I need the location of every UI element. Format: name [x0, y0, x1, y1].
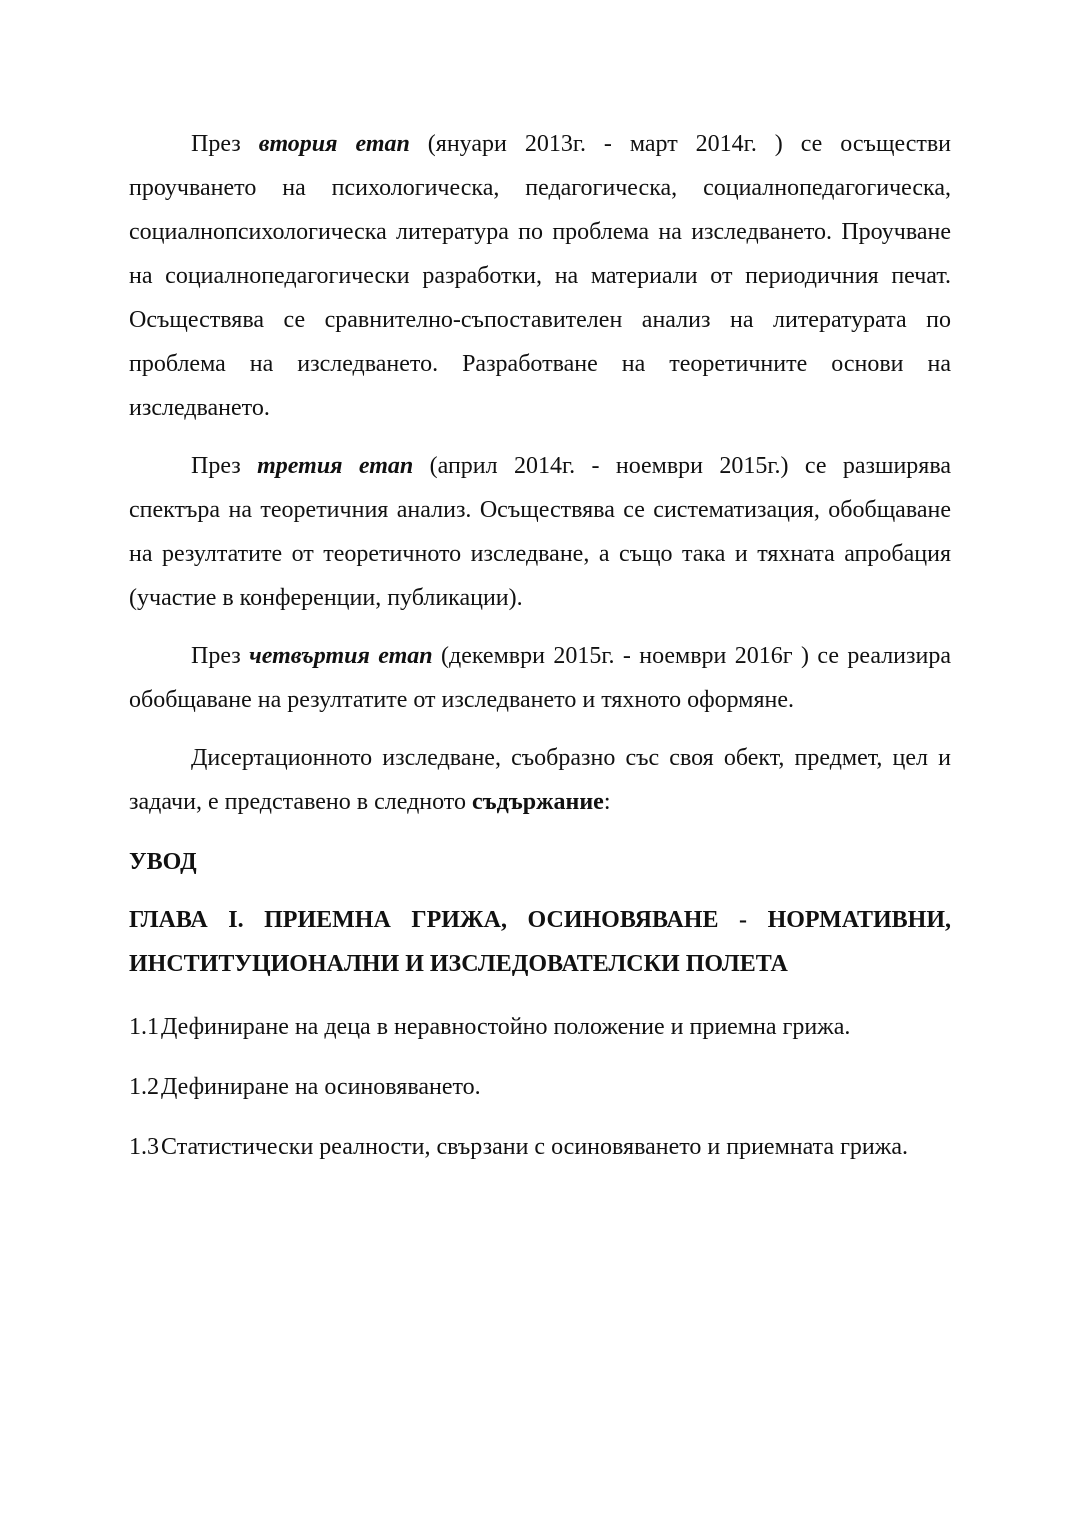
document-page [129, 122, 951, 1169]
paragraph-body: (април 2014г. - ноември 2015г.) се разширява спектъра на теоретичния анализ. Осъществява се систематизация, обобщаване на резултатите от теоретичното изследване, а също така и тяхната апробация (участие в конференции, публикации). [129, 453, 952, 611]
contents-item-1-3 [129, 1125, 951, 1169]
paragraph-lead: През [191, 453, 258, 479]
chapter-1-heading: ГЛАВА I. ПРИЕМНА ГРИЖА, ОСИНОВЯВАНЕ - НОРМАТИВНИ, ИНСТИТУЦИОНАЛНИ И ИЗСЛЕДОВАТЕЛСКИ ПОЛЕТА [129, 907, 951, 977]
contents-emphasis: съдържание [471, 789, 604, 815]
item-text: Дефиниране на деца в неравностойно положение и приемна грижа. [161, 1014, 851, 1040]
paragraph-third-stage [129, 444, 951, 620]
paragraph-lead: През [191, 131, 259, 157]
paragraph-body: (януари 2013г. - март 2014г. ) се осъществи проучването на психологическа, педагогическа, социалнопедагогическа, социалнопсихологическа литература по проблема на изследването. Проучване на социалнопедагогически разработки, на материали от периодичния печат. Осъществява се сравнително-съпоставителен анализ на литературата по проблема на изследването. Разработване на теоретичните основи на изследването. [129, 131, 952, 421]
item-text: Дефиниране на осиновяването. [161, 1074, 481, 1100]
stage-emphasis: третия етап [257, 453, 414, 479]
item-text: Статистически реалности, свързани с осиновяването и приемната грижа. [161, 1134, 908, 1160]
contents-intro-heading: УВОД [129, 849, 197, 875]
item-number: 1.1 [129, 1014, 159, 1040]
contents-item-1-1 [129, 1005, 951, 1049]
paragraph-body: (декември 2015г. - ноември 2016г ) се реализира обобщаване на резултатите от изследването и тяхното оформяне. [129, 643, 951, 713]
item-number: 1.2 [129, 1074, 159, 1100]
item-number: 1.3 [129, 1134, 159, 1160]
paragraph-contents-intro [129, 736, 951, 824]
paragraph-lead: Дисертационното изследване, съобразно със своя обект, предмет, цел и задачи, е представено в следното [129, 745, 951, 815]
stage-emphasis: втория етап [258, 131, 410, 157]
paragraph-second-stage [129, 122, 951, 430]
paragraph-colon: : [603, 789, 611, 815]
stage-emphasis: четвъртия етап [249, 643, 433, 669]
paragraph-lead: През [191, 643, 250, 669]
contents-item-1-2 [129, 1065, 951, 1109]
paragraph-fourth-stage [129, 634, 951, 722]
